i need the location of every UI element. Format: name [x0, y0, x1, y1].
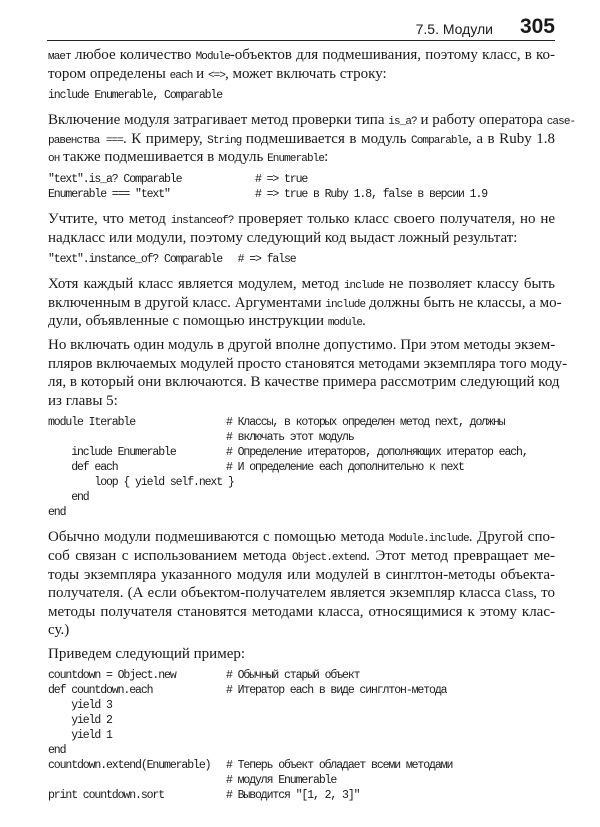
text-run: проверяет только класс своего получателя, но не [233, 210, 556, 227]
code-comment: # => true в Ruby 1.8, false в версии 1.9 [226, 187, 488, 201]
text-line [48, 312, 555, 331]
paragraph [48, 46, 555, 83]
text-run: Хотя каждый класс является модулем, метод [48, 276, 344, 293]
text-line [48, 566, 555, 585]
text-run: также подмешивается в модуль [59, 149, 268, 166]
text-run: ля, в который они включаются. В качестве примера рассмотрим следующий код [48, 374, 560, 391]
code-listing [48, 88, 555, 103]
code-line [48, 430, 555, 445]
text-run: , может включать строку: [225, 65, 387, 82]
code-line [48, 475, 555, 490]
code-line [48, 415, 555, 430]
text-line [48, 65, 555, 84]
code-line [48, 713, 555, 728]
code-text: loop { yield self.next } [48, 476, 234, 490]
code-comment: # включать этот модуль [226, 431, 354, 445]
code-text: yield 1 [48, 729, 112, 743]
code-text: "text".instance_of? Comparable [48, 253, 223, 267]
inline-code: Enumerable [267, 153, 325, 166]
text-run: надкласс или модули, поэтому следующий код выдаст ложный результат: [48, 229, 518, 246]
paragraph [48, 210, 555, 247]
text-line [48, 392, 555, 411]
inline-code: module [327, 317, 363, 330]
code-text: yield 3 [48, 699, 112, 713]
code-line [48, 187, 555, 202]
paragraph [48, 275, 562, 331]
code-text: def each [48, 461, 118, 475]
code-line [48, 788, 555, 803]
text-run: дули, объявленные с помощью инструкции [48, 313, 328, 330]
text-run: Приведем следующий пример: [48, 645, 246, 662]
inline-code: instanceof? [170, 214, 234, 227]
code-line [48, 88, 555, 103]
code-text: Enumerable === "text" [48, 187, 170, 201]
text-run: и работу оператора [416, 112, 547, 129]
text-run: . [362, 313, 366, 330]
text-run: тором определены [48, 65, 170, 82]
text-run: -объектов для подмешивания, поэтому класс, в ко- [229, 47, 555, 63]
text-line [48, 621, 555, 640]
code-comment: # => false [226, 253, 296, 267]
code-comment: # Обычный старый объект [226, 669, 360, 683]
code-line [48, 252, 555, 267]
code-text: include Enumerable [48, 446, 176, 460]
code-text: include Enumerable, Comparable [48, 89, 223, 103]
text-run: . Другой спо- [468, 529, 555, 546]
code-text: countdown.extend(Enumerable) [48, 759, 211, 773]
text-run: Обычно модули подмешиваются с помощью метода [48, 529, 389, 546]
text-run: . Этот метод превращает ме- [366, 547, 555, 564]
code-text: print countdown.sort [48, 789, 165, 803]
text-line [48, 294, 562, 313]
code-line [48, 698, 555, 713]
text-line [48, 603, 555, 622]
inline-code: case- [546, 116, 576, 129]
inline-code: String [207, 134, 242, 147]
code-text: yield 2 [48, 714, 112, 728]
text-run: , то [533, 585, 555, 602]
text-run: соб связан с использованием метода [48, 547, 293, 564]
code-line [48, 445, 555, 460]
code-line [48, 773, 555, 788]
code-listing [48, 252, 555, 267]
code-line [48, 743, 555, 758]
code-listing [48, 172, 555, 202]
inline-code: Object.extend [292, 551, 367, 564]
text-run: Включение модуля затрагивает метод проверки типа [48, 112, 389, 129]
inline-code: each [169, 69, 193, 82]
inline-code: Comparable [411, 134, 469, 147]
text-run: включенным в другой класс. Аргументами [48, 294, 326, 311]
text-line [48, 373, 560, 392]
text-run: и [192, 65, 208, 82]
inline-code: мает [48, 51, 71, 63]
code-line [48, 172, 555, 187]
page-number: 305 [519, 15, 555, 38]
text-line [48, 645, 555, 664]
text-line [48, 148, 555, 167]
code-text: end [48, 506, 66, 520]
text-run: . К примеру, [122, 130, 208, 147]
code-listing [48, 415, 555, 520]
code-text: "text".is_a? Comparable [48, 172, 182, 186]
text-run: Но включать один модуль в другой вполне допустимо. При этом методы экзем- [48, 336, 556, 353]
text-line [48, 130, 555, 149]
text-line [48, 528, 555, 547]
section-title: 7.5. Модули [415, 21, 493, 37]
code-line [48, 460, 555, 475]
code-text: end [48, 491, 89, 505]
text-run: су.) [48, 622, 70, 639]
code-comment: # Классы, в которых определен метод next, должны [226, 416, 505, 430]
code-listing [48, 668, 555, 803]
inline-code: Module.include [388, 533, 469, 546]
code-comment: # И определение each дополнительно к next [226, 461, 464, 475]
code-text: def countdown.each [48, 684, 153, 698]
code-text: countdown = Object.new [48, 669, 176, 683]
running-header [47, 14, 555, 41]
code-comment: # Теперь объект обладает всеми методами [226, 759, 453, 773]
code-line [48, 490, 555, 505]
text-line [48, 355, 568, 374]
text-line [48, 547, 555, 566]
code-line [48, 505, 555, 520]
text-run: Учтите, что метод [48, 210, 171, 227]
paragraph [48, 645, 555, 664]
text-line [48, 210, 555, 229]
text-run: должны быть не классы, а мо- [365, 294, 562, 311]
inline-code: Class [504, 589, 534, 602]
text-line [48, 229, 555, 248]
text-run: получателя. (А если объектом-получателем является экземпляр класса [48, 585, 505, 602]
code-line [48, 758, 555, 773]
inline-code: равенства === [48, 134, 123, 147]
code-text: end [48, 744, 66, 758]
text-run: подмешивается в модуль [241, 130, 411, 147]
code-comment: # Выводится "[1, 2, 3]" [226, 789, 360, 803]
inline-code: <=> [207, 69, 226, 82]
text-line [48, 584, 555, 603]
text-run: из главы 5: [48, 392, 118, 409]
code-comment: # Определение итераторов, дополняющих итератор each, [226, 446, 528, 460]
text-line [48, 111, 576, 130]
inline-code: include [325, 298, 366, 311]
text-run: методы получателя становятся методами класса, относящимися к этому клас- [48, 603, 555, 620]
inline-code: он [48, 153, 60, 166]
paragraph [48, 336, 568, 410]
text-line [48, 46, 555, 65]
text-run: любое количество [70, 47, 196, 63]
code-comment: # модуля Enumerable [226, 774, 337, 788]
code-text: module Iterable [48, 416, 136, 430]
inline-code: is_a? [388, 116, 417, 129]
text-run: : [324, 149, 329, 166]
code-line [48, 683, 555, 698]
paragraph [48, 111, 576, 167]
text-line [48, 275, 555, 294]
page-body [48, 46, 576, 811]
text-line [48, 336, 555, 355]
text-run: не позволяет классу быть [383, 276, 555, 293]
code-line [48, 728, 555, 743]
text-run: , а в Ruby 1.8 [468, 130, 556, 147]
code-comment: # Итератор each в виде синглтон-метода [226, 684, 447, 698]
text-run: тоды экземпляра указанного модуля или модулей в синглтон-методы объекта- [48, 566, 555, 583]
text-run: пляров включаемых модулей просто становятся методами экземпляра того моду- [48, 355, 568, 372]
code-line [48, 668, 555, 683]
inline-code: Module [195, 51, 230, 63]
paragraph [48, 528, 555, 640]
inline-code: include [343, 280, 384, 293]
code-comment: # => true [226, 172, 308, 186]
